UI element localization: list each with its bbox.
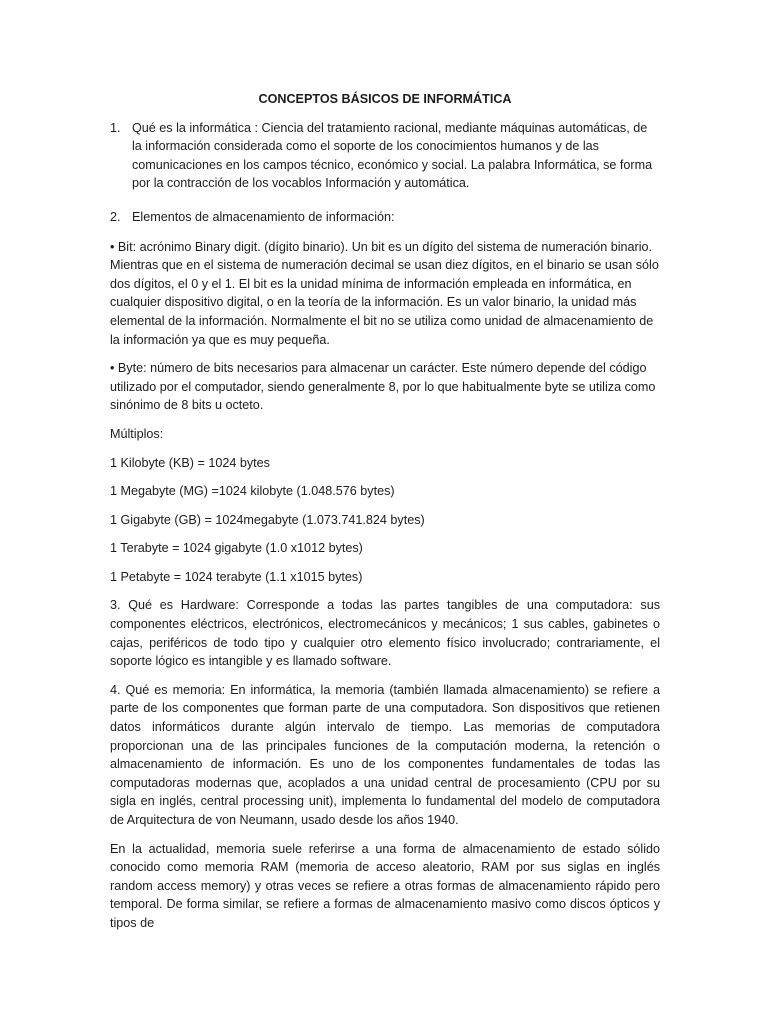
multiple-gigabyte: 1 Gigabyte (GB) = 1024megabyte (1.073.741.824 bytes)	[110, 512, 425, 527]
multiple-petabyte: 1 Petabyte = 1024 terabyte (1.1 x1015 bytes)	[110, 569, 363, 584]
document-title: CONCEPTOS BÁSICOS DE INFORMÁTICA	[258, 92, 512, 106]
bit-paragraph: • Bit: acrónimo Binary digit. (dígito binario). Un bit es un dígito del sistema de numeración binario. Mientras que en el sistema de numeración decimal se usan diez dígitos, en el binario se usan sólo dos dígitos, el 0 y el 1. El bit es la unidad mínima de información empleada en informática, en cualquier dispositivo digital, o en la teoría de la información. Es un valor binario, la unidad más elemental de la información. Normalmente el bit no se utiliza como unidad de almacenamiento de la información ya que es muy pequeña.	[110, 239, 659, 347]
item-number: 1.	[110, 120, 121, 135]
multiple-megabyte: 1 Megabyte (MG) =1024 kilobyte (1.048.576 bytes)	[110, 484, 395, 499]
multiple-kilobyte: 1 Kilobyte (KB) = 1024 bytes	[110, 455, 270, 470]
item-text: Qué es la informática : Ciencia del tratamiento racional, mediante máquinas automáticas, de la información considerada como el soporte de los conocimientos humanos y de las comunicaciones en los campos técnico, económico y social. La palabra Informática, se forma por la contracción de los vocablos Información y automática.	[132, 120, 653, 191]
hardware-paragraph: 3. Qué es Hardware: Corresponde a todas las partes tangibles de una computadora: sus componentes eléctricos, electrónicos, electromecánicos y mecánicos; 1 sus cables, gabinetes o cajas, periféricos de todo tipo y cualquier otro elemento físico involucrado; contrariamente, el soporte lógico es intangible y es llamado software.	[110, 598, 660, 669]
multiple-terabyte: 1 Terabyte = 1024 gigabyte (1.0 x1012 bytes)	[110, 541, 363, 556]
item-almacenamiento	[110, 208, 660, 227]
item-number: 2.	[110, 209, 121, 224]
item-informatica	[110, 119, 660, 193]
document-body	[110, 90, 660, 943]
memory-paragraph: 4. Qué es memoria: En informática, la memoria (también llamada almacenamiento) se refiere a parte de los componentes que forman parte de una computadora. Son dispositivos que retienen datos informáticos durante algún intervalo de tiempo. Las memorias de computadora proporcionan una de las principales funciones de la computación moderna, la retención o almacenamiento de información. Es uno de los componentes fundamentales de todas las computadoras modernas que, acoplados a una unidad central de procesamiento (CPU por su sigla en inglés, central processing unit), implementa lo fundamental del modelo de computadora de Arquitectura de von Neumann, usado desde los años 1940.	[110, 682, 660, 827]
item-text: Elementos de almacenamiento de información:	[132, 209, 395, 224]
byte-paragraph: • Byte: número de bits necesarios para almacenar un carácter. Este número depende del código utilizado por el computador, siendo generalmente 8, por lo que habitualmente byte se utiliza como sinónimo de 8 bits u octeto.	[110, 361, 656, 413]
actuality-paragraph: En la actualidad, memoria suele referirse a una forma de almacenamiento de estado sólido conocido como memoria RAM (memoria de acceso aleatorio, RAM por sus siglas en inglés random access memory) y otras veces se refiere a otras formas de almacenamiento rápido pero temporal. De forma similar, se refiere a formas de almacenamiento masivo como discos ópticos y tipos de	[110, 841, 660, 930]
multiples-heading: Múltiplos:	[110, 426, 164, 441]
